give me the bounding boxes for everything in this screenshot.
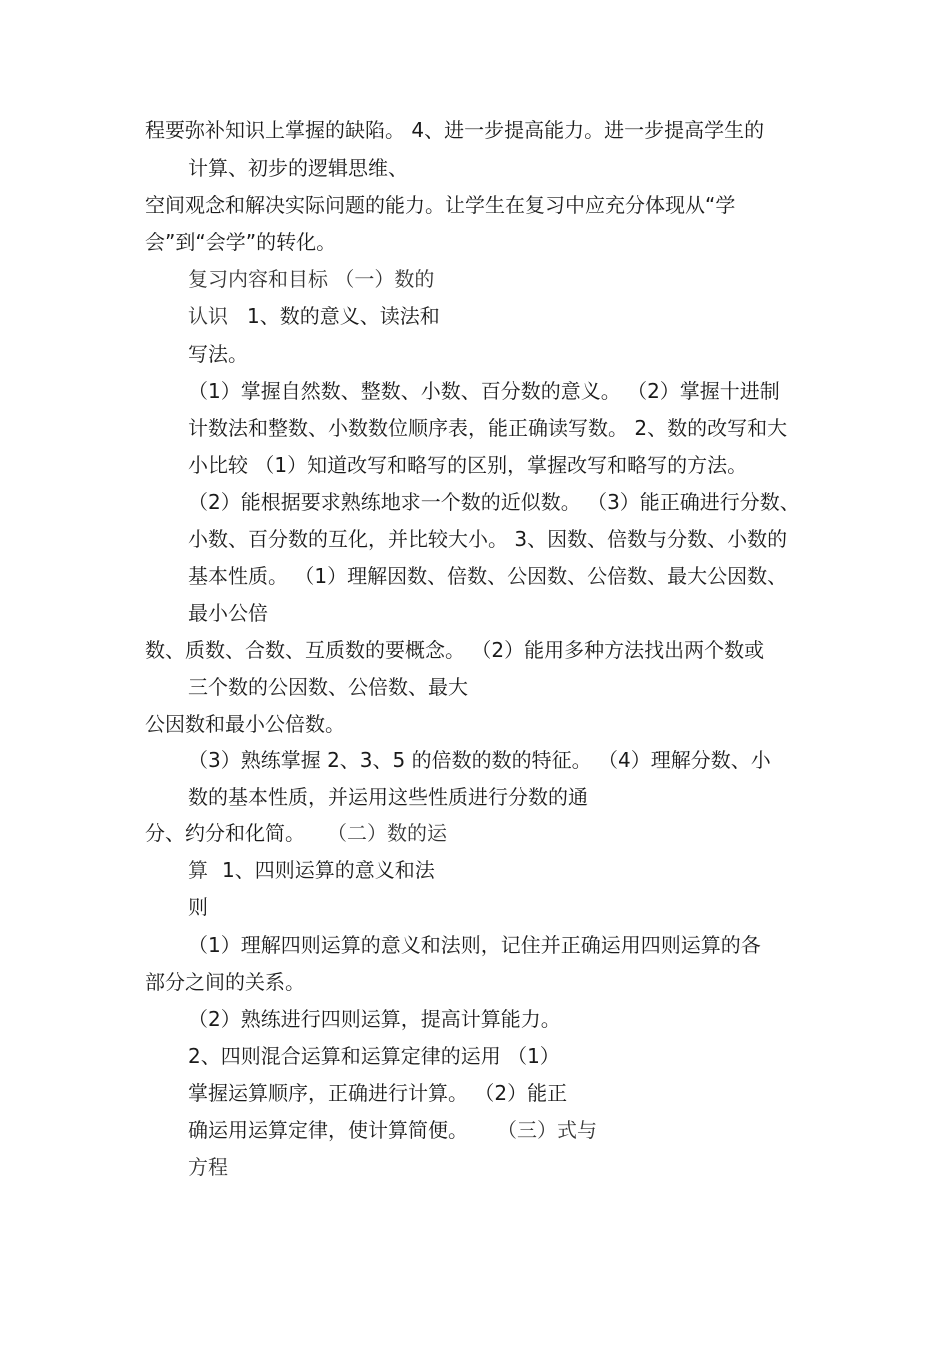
- text-line: 则: [188, 895, 208, 919]
- text-line: 计数法和整数、小数数位顺序表，能正确读写数。 2、数的改写和大: [188, 416, 788, 440]
- section-heading: 方程: [188, 1155, 228, 1179]
- text-line: 会”到“会学”的转化。: [145, 230, 337, 254]
- text-line: 公因数和最小公倍数。: [145, 712, 345, 736]
- section-heading: 复习内容和目标 （一）数的: [188, 267, 435, 291]
- text-line: 分、约分和化简。: [145, 821, 305, 845]
- text-line: 1、四则运算的意义和法: [222, 858, 435, 882]
- section-heading: 认识: [188, 304, 228, 328]
- text-line: 掌握运算顺序，正确进行计算。 （2）能正: [188, 1081, 568, 1105]
- text-line: 小比较 （1）知道改写和略写的区别，掌握改写和略写的方法。: [188, 453, 748, 477]
- section-heading: （二）数的运: [327, 821, 447, 845]
- text-line: 1、数的意义、读法和: [247, 304, 440, 328]
- text-line: （1）掌握自然数、整数、小数、百分数的意义。 （2）掌握十进制: [188, 379, 780, 403]
- text-line: 基本性质。 （1）理解因数、倍数、公因数、公倍数、最大公因数、: [188, 564, 788, 588]
- text-line: 数、质数、合数、互质数的要概念。 （2）能用多种方法找出两个数或: [145, 638, 765, 662]
- text-line: 写法。: [188, 342, 248, 366]
- section-heading: （三）式与: [497, 1118, 597, 1142]
- text-line: 计算、初步的逻辑思维、: [188, 156, 408, 180]
- text-line: （2）能根据要求熟练地求一个数的近似数。 （3）能正确进行分数、: [188, 490, 800, 514]
- text-line: 最小公倍: [188, 601, 268, 625]
- text-line: （3）熟练掌握 2、3、5 的倍数的数的特征。 （4）理解分数、小: [188, 748, 771, 772]
- text-line: （1）理解四则运算的意义和法则，记住并正确运用四则运算的各: [188, 933, 761, 957]
- text-line: 部分之间的关系。: [145, 970, 305, 994]
- text-line: 2、四则混合运算和运算定律的运用 （1）: [188, 1044, 560, 1068]
- text-line: 小数、百分数的互化，并比较大小。 3、因数、倍数与分数、小数的: [188, 527, 788, 551]
- text-line: 确运用运算定律，使计算简便。: [188, 1118, 468, 1142]
- text-line: 空间观念和解决实际问题的能力。让学生在复习中应充分体现从“学: [145, 193, 736, 217]
- text-line: （2）熟练进行四则运算，提高计算能力。: [188, 1007, 561, 1031]
- text-line: 三个数的公因数、公倍数、最大: [188, 675, 468, 699]
- text-line: 程要弥补知识上掌握的缺陷。 4、进一步提高能力。进一步提高学生的: [145, 118, 765, 142]
- section-heading: 算: [188, 858, 208, 882]
- text-line: 数的基本性质，并运用这些性质进行分数的通: [188, 785, 588, 809]
